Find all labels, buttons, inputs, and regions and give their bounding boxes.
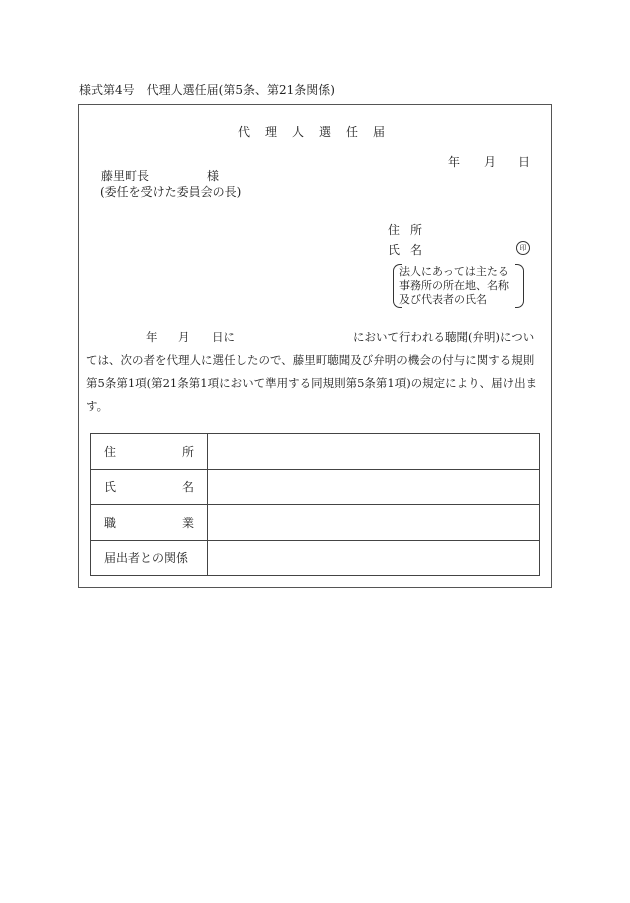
label-char: 氏 <box>104 480 117 495</box>
relationship-value-cell[interactable] <box>208 540 540 576</box>
corporation-note <box>393 264 524 308</box>
form-number-header: 様式第4号 代理人選任届(第5条、第21条関係) <box>79 83 335 97</box>
body-text-line: ては、次の者を代理人に選任したので、藤里町聴聞及び弁明の機会の付与に関する規則 <box>86 353 535 367</box>
hearing-day-label: 日に <box>212 330 235 344</box>
addressee-honorific: 様 <box>207 169 220 183</box>
representative-table <box>90 433 540 576</box>
address-value-cell[interactable] <box>208 434 540 470</box>
name-label-cell <box>91 469 208 505</box>
name-value-cell[interactable] <box>208 469 540 505</box>
table-row <box>91 540 540 576</box>
label-char: 住 <box>104 444 117 459</box>
bracket-right <box>515 264 524 308</box>
seal-mark: 印 <box>516 241 530 255</box>
hearing-month-label: 月 <box>178 330 190 344</box>
label-char: 職 <box>104 515 117 530</box>
occupation-value-cell[interactable] <box>208 505 540 541</box>
label-char: 所 <box>181 444 194 459</box>
body-text-line: において行われる聴聞(弁明)につい <box>353 330 535 344</box>
table-row <box>91 469 540 505</box>
date-day-label: 日 <box>518 155 531 169</box>
body-text-line: す。 <box>86 399 109 413</box>
body-text-line: 第5条第1項(第21条第1項において準用する同規則第5条第1項)の規定により、届け出ま <box>86 376 538 390</box>
corp-note-line: 法人にあっては主たる <box>399 265 509 278</box>
corp-note-line: 事務所の所在地、名称 <box>399 279 509 292</box>
hearing-year-label: 年 <box>146 330 158 344</box>
relationship-label-cell: 届出者との関係 <box>91 540 208 576</box>
corp-note-line: 及び代表者の氏名 <box>399 293 487 306</box>
date-month-label: 月 <box>484 155 497 169</box>
addressee-note: (委任を受けた委員会の長) <box>100 185 242 199</box>
addressee-name: 藤里町長 <box>101 169 150 183</box>
table-row <box>91 505 540 541</box>
date-year-label: 年 <box>448 155 461 169</box>
form-title: 代理人選任届 <box>238 125 401 139</box>
applicant-address-label: 住所 <box>388 223 433 237</box>
label-char: 名 <box>181 480 194 495</box>
occupation-label-cell <box>91 505 208 541</box>
applicant-name-label: 氏名 <box>388 243 433 257</box>
address-label-cell <box>91 434 208 470</box>
table-row <box>91 434 540 470</box>
label-char: 業 <box>181 515 194 530</box>
